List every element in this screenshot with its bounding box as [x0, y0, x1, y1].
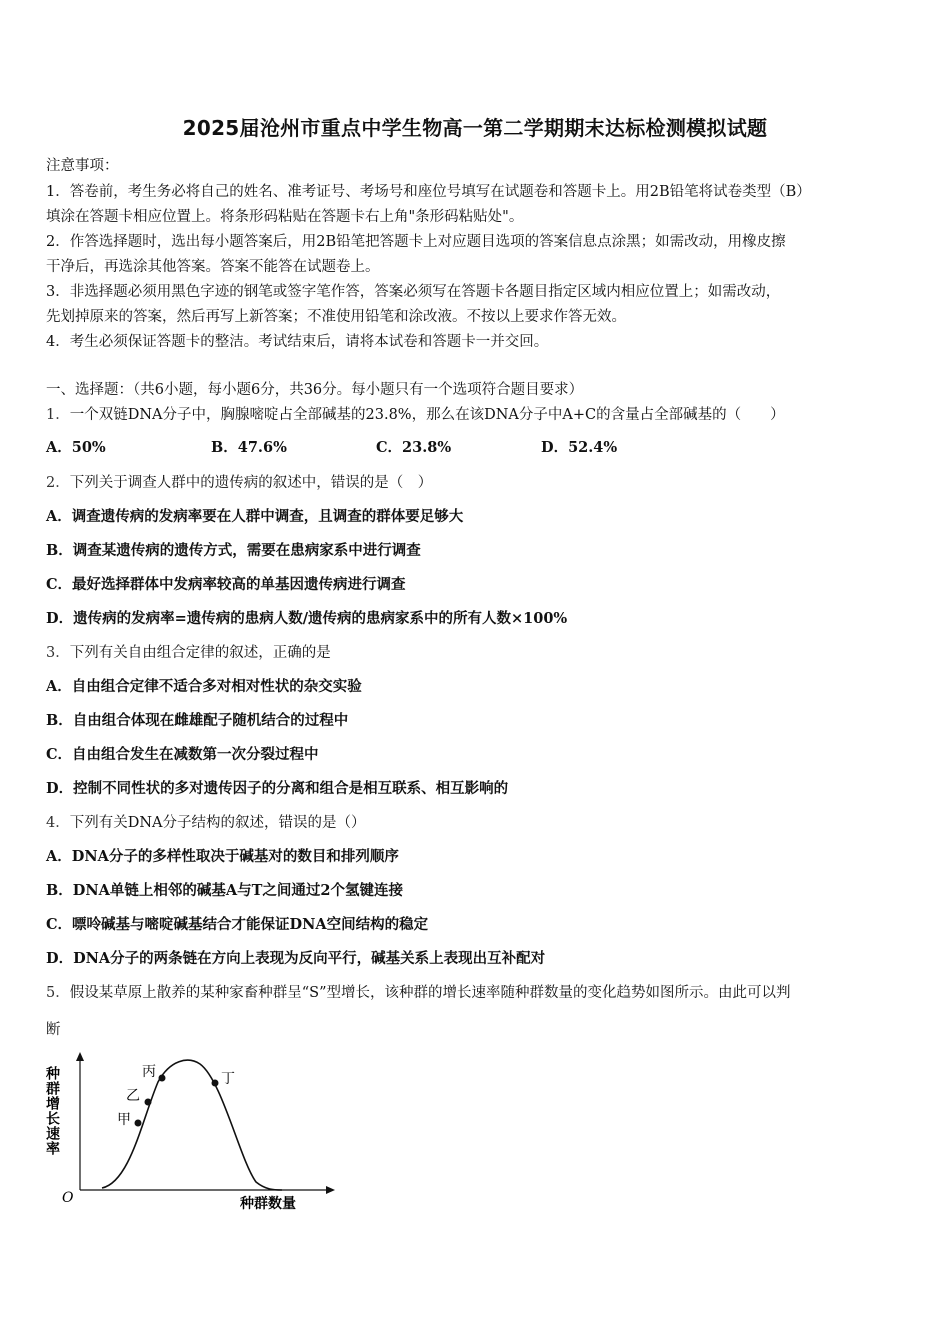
notice-item-2b: 干净后，再选涂其他答案。答案不能答在试题卷上。 — [46, 259, 380, 275]
option-c: C．嘌呤碱基与嘧啶碱基结合才能保证DNA空间结构的稳定 — [46, 916, 429, 933]
option-a: A．50% — [46, 439, 106, 456]
label-jia: 甲 — [117, 1112, 131, 1128]
notice-item-1b: 填涂在答题卡相应位置上。将条形码粘贴在答题卡右上角"条形码粘贴处"。 — [46, 209, 524, 225]
question-1 — [46, 403, 785, 424]
question-3 — [46, 641, 331, 662]
option-d: D．遗传病的发病率=遗传病的患病人数/遗传病的患病家系中的所有人数×100% — [46, 610, 568, 627]
notice-item-2a: 2．作答选择题时，选出每小题答案后，用2B铅笔把答题卡上对应题目选项的答案信息点涂黑；如需改动，用橡皮擦 — [46, 234, 786, 250]
option-a: A．调查遗传病的发病率要在人群中调查，且调查的群体要足够大 — [46, 508, 464, 525]
x-axis-arrow-icon — [326, 1186, 335, 1194]
question-2 — [46, 471, 432, 492]
origin-label: O — [62, 1190, 74, 1206]
point-jia — [135, 1120, 142, 1127]
point-yi — [145, 1099, 152, 1106]
label-yi: 乙 — [126, 1088, 140, 1104]
page-title: 2025届沧州市重点中学生物高一第二学期期末达标检测模拟试题 — [182, 116, 768, 140]
option-b: B．DNA单链上相邻的碱基A与T之间通过2个氢键连接 — [46, 882, 403, 899]
y-axis-label: 种群增长速率 — [44, 1066, 60, 1156]
question-text: 假设某草原上散养的某种家畜种群呈“S”型增长，该种群的增长速率随种群数量的变化趋势如图所示。由此可以判 — [69, 985, 791, 1001]
growth-rate-graph — [40, 1050, 340, 1220]
option-b: B．调查某遗传病的遗传方式，需要在患病家系中进行调查 — [46, 542, 421, 559]
question-text: 下列有关DNA分子结构的叙述，错误的是（） — [69, 815, 366, 831]
option-c: C．23.8% — [376, 439, 452, 456]
notice-item-3a: 3．非选择题必须用黑色字迹的钢笔或签字笔作答，答案必须写在答题卡各题目指定区域内相应位置上；如需改动， — [46, 284, 781, 300]
section-heading: 一、选择题：（共6小题，每小题6分，共36分。每小题只有一个选项符合题目要求） — [46, 382, 584, 398]
y-axis-arrow-icon — [76, 1052, 84, 1061]
point-bing — [159, 1075, 166, 1082]
option-a: A．DNA分子的多样性取决于碱基对的数目和排列顺序 — [46, 848, 399, 865]
point-ding — [212, 1080, 219, 1087]
option-b: B．47.6% — [211, 439, 287, 456]
label-ding: 丁 — [221, 1071, 235, 1087]
x-axis-label: 种群数量 — [240, 1196, 296, 1212]
question-number: 1． — [46, 407, 70, 423]
question-5 — [46, 981, 791, 1002]
question-text: 一个双链DNA分子中，胸腺嘧啶占全部碱基的23.8%，那么在该DNA分子中A+C的含量占全部碱基的（ ） — [69, 407, 785, 423]
notice-item-4: 4．考生必须保证答题卡的整洁。考试结束后，请将本试卷和答题卡一并交回。 — [46, 334, 549, 350]
notice-heading: 注意事项： — [46, 158, 119, 174]
notice-item-3b: 先划掉原来的答案，然后再写上新答案；不准使用铅笔和涂改液。不按以上要求作答无效。 — [46, 309, 626, 325]
question-1-options — [46, 436, 746, 456]
question-number: 4． — [46, 815, 70, 831]
label-bing: 丙 — [142, 1064, 156, 1080]
option-c: C．自由组合发生在减数第一次分裂过程中 — [46, 746, 319, 763]
option-d: D．控制不同性状的多对遗传因子的分离和组合是相互联系、相互影响的 — [46, 780, 509, 797]
option-d: D．52.4% — [541, 439, 618, 456]
question-number: 5． — [46, 985, 70, 1001]
question-4 — [46, 811, 366, 832]
question-text: 下列关于调查人群中的遗传病的叙述中，错误的是（ ） — [69, 475, 433, 491]
option-b: B．自由组合体现在雌雄配子随机结合的过程中 — [46, 712, 349, 729]
question-5-continued: 断 — [46, 1022, 61, 1038]
question-number: 2． — [46, 475, 70, 491]
question-text: 下列有关自由组合定律的叙述，正确的是 — [69, 645, 331, 661]
notice-item-1a: 1．答卷前，考生务必将自己的姓名、准考证号、考场号和座位号填写在试题卷和答题卡上。用2B铅笔将试卷类型（B） — [46, 184, 811, 200]
option-a: A．自由组合定律不适合多对相对性状的杂交实验 — [46, 678, 362, 695]
option-d: D．DNA分子的两条链在方向上表现为反向平行，碱基关系上表现出互补配对 — [46, 950, 546, 967]
question-number: 3． — [46, 645, 70, 661]
option-c: C．最好选择群体中发病率较高的单基因遗传病进行调查 — [46, 576, 406, 593]
